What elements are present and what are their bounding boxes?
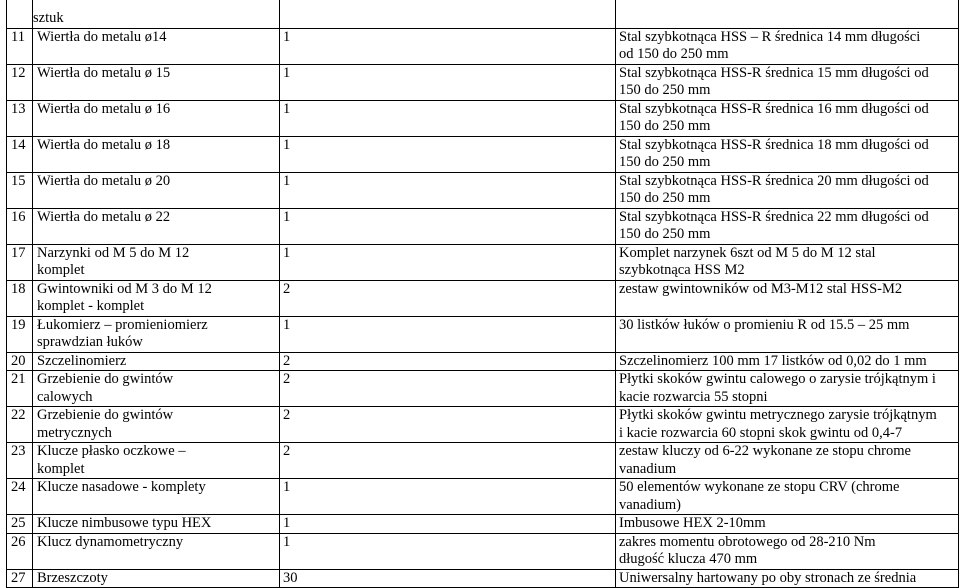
- item-description-line: Szczelinomierz 100 mm 17 listków od 0,02 do 1 mm: [619, 352, 927, 369]
- cell-quantity: 1: [280, 316, 616, 352]
- cell-number: 21: [7, 371, 33, 407]
- item-description-line: długość klucza 470 mm: [619, 551, 758, 567]
- cell-description: [616, 0, 959, 28]
- cell-number: 12: [7, 64, 33, 100]
- cell-name: [33, 407, 280, 443]
- table-row: [7, 352, 959, 371]
- item-description-line: zakres momentu obrotowego od 28-210 Nm: [619, 533, 876, 550]
- item-description-line: zestaw gwintowników od M3-M12 stal HSS-M2: [619, 280, 903, 297]
- cell-name: [33, 244, 280, 280]
- cell-name: [33, 0, 280, 28]
- item-name-line: Gwintowniki od M 3 do M 12: [37, 280, 212, 297]
- cell-number: 14: [7, 136, 33, 172]
- item-description-line: Stal szybkotnąca HSS-R średnica 18 mm długości od: [619, 136, 929, 153]
- cell-description: [616, 316, 959, 352]
- cell-quantity: 1: [280, 64, 616, 100]
- table-row: [7, 371, 959, 407]
- cell-name: [33, 208, 280, 244]
- table-row: [7, 64, 959, 100]
- cell-description: [616, 443, 959, 479]
- cell-quantity: 1: [280, 208, 616, 244]
- cell-description: [616, 280, 959, 316]
- item-name-line: Grzebienie do gwintów: [37, 407, 174, 423]
- table-body: [7, 0, 959, 588]
- cell-name: [33, 172, 280, 208]
- cell-quantity: 2: [280, 280, 616, 316]
- cell-name: [33, 479, 280, 515]
- table-row: [7, 136, 959, 172]
- cell-description: [616, 208, 959, 244]
- item-name-line: Wiertła do metalu ø 22: [37, 208, 171, 225]
- item-name-line: Wiertła do metalu ø 20: [37, 172, 171, 189]
- item-description-line: szybkotnąca HSS M2: [619, 262, 745, 278]
- table-row: [7, 443, 959, 479]
- item-description-line: Imbusowe HEX 2-10mm: [619, 515, 766, 531]
- cell-quantity: 2: [280, 443, 616, 479]
- cell-number: 11: [7, 28, 33, 64]
- item-name-line: Wiertła do metalu ø 15: [37, 64, 171, 81]
- item-description-line: zestaw kluczy od 6-22 wykonane ze stopu chrome: [619, 443, 911, 459]
- item-description-line: vanadium): [619, 496, 682, 513]
- cell-number: 16: [7, 208, 33, 244]
- cell-description: [616, 100, 959, 136]
- cell-number: [7, 0, 33, 28]
- cell-number: 17: [7, 244, 33, 280]
- cell-description: [616, 28, 959, 64]
- item-name-line: Klucze nimbusowe typu HEX: [37, 515, 212, 531]
- cell-number: 24: [7, 479, 33, 515]
- cell-name: [33, 64, 280, 100]
- cell-number: 20: [7, 352, 33, 371]
- table-row: [7, 280, 959, 316]
- table-row: [7, 172, 959, 208]
- cell-number: 27: [7, 569, 33, 588]
- cell-description: [616, 352, 959, 371]
- item-description-line: Uniwersalny hartowany po oby stronach ze średnia: [619, 569, 917, 586]
- cell-number: 13: [7, 100, 33, 136]
- item-description-line: 50 elementów wykonane ze stopu CRV (chrome: [619, 479, 900, 495]
- cell-quantity: 1: [280, 515, 616, 534]
- cell-description: [616, 244, 959, 280]
- cell-description: [616, 515, 959, 534]
- cell-quantity: 2: [280, 407, 616, 443]
- table-row: [7, 479, 959, 515]
- item-name-line: metrycznych: [37, 424, 112, 441]
- table-row: [7, 100, 959, 136]
- item-name-line: Łukomierz – promieniomierz: [37, 316, 208, 333]
- item-description-line: kacie rozwarcia 55 stopni: [619, 388, 768, 405]
- cell-name: [33, 443, 280, 479]
- item-description-line: i kacie rozwarcia 60 stopni skok gwintu od 0,4-7: [619, 424, 903, 441]
- cell-description: [616, 371, 959, 407]
- table-row: [7, 316, 959, 352]
- cell-quantity: 1: [280, 28, 616, 64]
- cell-name: [33, 316, 280, 352]
- item-name-line: Wiertła do metalu ø 16: [37, 100, 171, 117]
- cell-quantity: 1: [280, 136, 616, 172]
- cell-name: [33, 515, 280, 534]
- cell-quantity: 1: [280, 100, 616, 136]
- item-name-line: komplet: [37, 262, 85, 278]
- header-continuation-text: sztuk: [33, 10, 64, 26]
- table-row: [7, 28, 959, 64]
- cell-quantity: 2: [280, 352, 616, 371]
- cell-number: 18: [7, 280, 33, 316]
- table-row: [7, 533, 959, 569]
- cell-number: 22: [7, 407, 33, 443]
- cell-quantity: 2: [280, 371, 616, 407]
- item-name-line: sprawdzian łuków: [37, 334, 143, 350]
- item-description-line: Stal szybkotnąca HSS-R średnica 15 mm długości od: [619, 64, 929, 81]
- cell-description: [616, 172, 959, 208]
- cell-name: [33, 352, 280, 371]
- item-description-line: Stal szybkotnąca HSS-R średnica 22 mm długości od: [619, 208, 929, 225]
- item-name-line: Klucz dynamometryczny: [37, 533, 184, 550]
- item-description-line: Płytki skoków gwintu calowego o zarysie trójkątnym i: [619, 371, 936, 387]
- item-description-line: 30 listków łuków o promieniu R od 15.5 – 25 mm: [619, 316, 910, 333]
- item-description-line: Stal szybkotnąca HSS-R średnica 20 mm długości od: [619, 172, 929, 189]
- item-description-line: vanadium: [619, 460, 677, 477]
- cell-name: [33, 136, 280, 172]
- table-row: [7, 208, 959, 244]
- cell-quantity: 1: [280, 244, 616, 280]
- item-description-line: 150 do 250 mm: [619, 190, 711, 206]
- cell-quantity: 1: [280, 172, 616, 208]
- item-name-line: Narzynki od M 5 do M 12: [37, 244, 190, 261]
- item-description-line: 150 do 250 mm: [619, 154, 711, 170]
- cell-quantity: 1: [280, 479, 616, 515]
- item-name-line: Grzebienie do gwintów: [37, 371, 174, 387]
- item-name-line: Klucze nasadowe - komplety: [37, 479, 206, 495]
- cell-name: [33, 28, 280, 64]
- cell-description: [616, 136, 959, 172]
- item-description-line: Płytki skoków gwintu metrycznego zarysie trójkątnym: [619, 407, 937, 423]
- table-row: [7, 515, 959, 534]
- item-name-line: Wiertła do metalu ø14: [37, 28, 167, 45]
- cell-number: 25: [7, 515, 33, 534]
- cell-name: [33, 100, 280, 136]
- cell-number: 15: [7, 172, 33, 208]
- item-description-line: 150 do 250 mm: [619, 118, 711, 134]
- cell-description: [616, 569, 959, 588]
- table-row: [7, 244, 959, 280]
- item-name-line: Klucze płasko oczkowe –: [37, 443, 186, 459]
- cell-description: [616, 64, 959, 100]
- item-description-line: Stal szybkotnąca HSS-R średnica 16 mm długości od: [619, 100, 929, 117]
- equipment-table: [6, 0, 959, 588]
- cell-description: [616, 407, 959, 443]
- item-name-line: calowych: [37, 388, 93, 405]
- table-row-continuation: [7, 0, 959, 28]
- cell-description: [616, 479, 959, 515]
- item-name-line: komplet - komplet: [37, 298, 145, 314]
- cell-quantity: 30: [280, 569, 616, 588]
- cell-name: [33, 371, 280, 407]
- item-description-line: Stal szybkotnąca HSS – R średnica 14 mm długości: [619, 28, 921, 45]
- cell-name: [33, 280, 280, 316]
- item-name-line: Szczelinomierz: [37, 352, 127, 369]
- table-row: [7, 569, 959, 588]
- cell-quantity: 1: [280, 533, 616, 569]
- cell-number: 23: [7, 443, 33, 479]
- item-name-line: Brzeszczoty: [37, 569, 108, 586]
- cell-description: [616, 533, 959, 569]
- item-name-line: komplet: [37, 460, 85, 477]
- table-row: [7, 407, 959, 443]
- item-description-line: od 150 do 250 mm: [619, 46, 729, 62]
- cell-name: [33, 533, 280, 569]
- cell-number: 26: [7, 533, 33, 569]
- item-description-line: Komplet narzynek 6szt od M 5 do M 12 stal: [619, 244, 876, 261]
- item-description-line: 150 do 250 mm: [619, 226, 711, 242]
- item-description-line: 150 do 250 mm: [619, 82, 711, 98]
- cell-name: [33, 569, 280, 588]
- cell-quantity: [280, 0, 616, 28]
- item-name-line: Wiertła do metalu ø 18: [37, 136, 171, 153]
- cell-number: 19: [7, 316, 33, 352]
